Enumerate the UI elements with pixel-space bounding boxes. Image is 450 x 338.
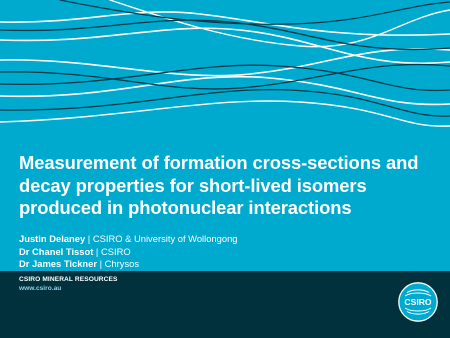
decorative-lines	[0, 0, 450, 140]
logo-wordmark: CSIRO	[404, 297, 432, 307]
author-affiliation: Chrysos	[104, 258, 140, 270]
line-white	[0, 49, 450, 76]
line-dark	[0, 65, 450, 90]
line-dark	[60, 0, 450, 24]
website-link[interactable]: www.csiro.au	[19, 285, 62, 292]
organisation-name: CSIRO MINERAL RESOURCES	[19, 276, 118, 283]
author-list	[19, 233, 238, 271]
line-white	[110, 0, 450, 47]
author-affiliation: CSIRO	[100, 245, 131, 257]
author-name: Dr James Tickner	[19, 258, 97, 270]
author-line	[19, 233, 238, 246]
author-line	[19, 258, 238, 271]
author-affiliation: CSIRO & University of Wollongong	[92, 233, 238, 244]
author-name: Justin Delaney	[19, 233, 86, 244]
author-separator: |	[93, 245, 101, 257]
slide-title: Measurement of formation cross-sections and decay properties for short-lived isomers produced in photonuclear interactions	[19, 152, 419, 218]
author-separator: |	[85, 233, 93, 244]
csiro-logo-icon	[398, 282, 438, 322]
author-separator: |	[97, 258, 105, 270]
line-white	[0, 77, 450, 105]
author-name: Dr Chanel Tissot	[19, 245, 94, 257]
author-line	[19, 246, 238, 259]
